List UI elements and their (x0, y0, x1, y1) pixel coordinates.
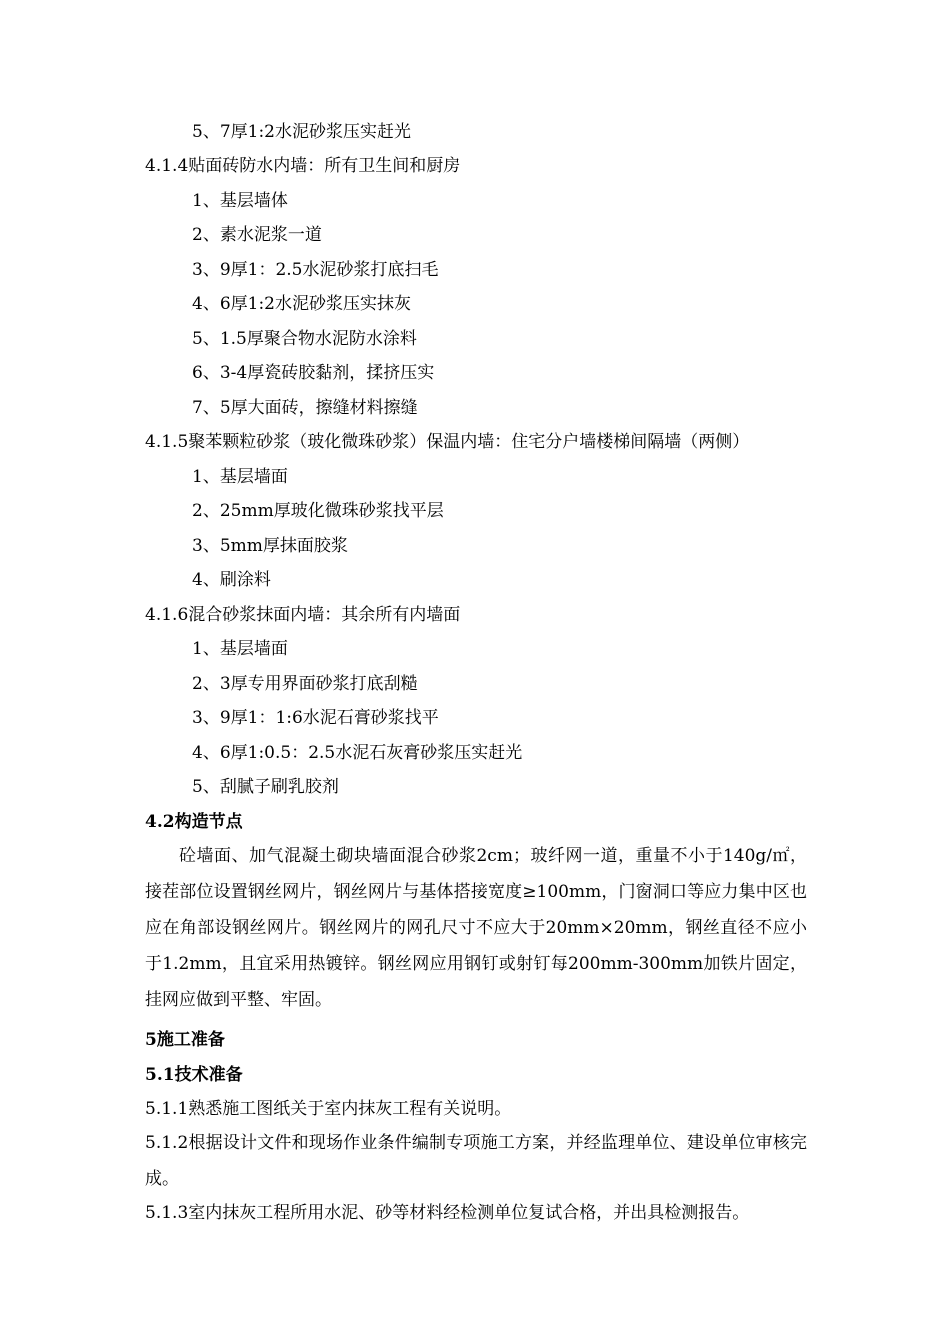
paragraph-5-1-1: 5.1.1熟悉施工图纸关于室内抹灰工程有关说明。 (145, 1099, 512, 1119)
list-item: 3、5mm厚抹面胶浆 (192, 536, 348, 556)
section-heading-4-2: 4.2构造节点 (145, 812, 243, 832)
list-item: 1、基层墙体 (192, 191, 288, 211)
list-item: 1、基层墙面 (192, 639, 288, 659)
section-heading-5-1: 5.1技术准备 (145, 1065, 243, 1085)
paragraph-5-1-3: 5.1.3室内抹灰工程所用水泥、砂等材料经检测单位复试合格，并出具检测报告。 (145, 1203, 750, 1223)
list-item: 3、9厚1：1:6水泥石膏砂浆找平 (192, 708, 439, 728)
list-item: 4、6厚1:2水泥砂浆压实抹灰 (192, 294, 411, 314)
list-item: 5、7厚1:2水泥砂浆压实赶光 (192, 122, 411, 142)
list-item: 4、刷涂料 (192, 570, 271, 590)
list-item: 3、9厚1：2.5水泥砂浆打底扫毛 (192, 260, 439, 280)
list-item: 7、5厚大面砖，擦缝材料擦缝 (192, 398, 418, 418)
list-item: 4、6厚1:0.5：2.5水泥石灰膏砂浆压实赶光 (192, 743, 523, 763)
list-item: 2、素水泥浆一道 (192, 225, 322, 245)
list-item: 6、3-4厚瓷砖胶黏剂，揉挤压实 (192, 363, 435, 383)
list-item: 1、基层墙面 (192, 467, 288, 487)
list-item: 5、1.5厚聚合物水泥防水涂料 (192, 329, 417, 349)
section-heading-4-1-6: 4.1.6混合砂浆抹面内墙：其余所有内墙面 (145, 605, 461, 625)
construction-node-paragraph: 砼墙面、加气混凝土砌块墙面混合砂浆2cm；玻纤网一道，重量不小于140g/㎡，接茬部位设置钢丝网片，钢丝网片与基体搭接宽度≥100mm，门窗洞口等应力集中区也应在角部设钢丝网片。钢丝网片的网孔尺寸不应大于20mm×20mm，钢丝直径不应小于1.2mm，且宜采用热镀锌。钢丝网应用钢钉或射钉每200mm-300mm加铁片固定，挂网应做到平整、牢固。 (145, 846, 807, 1010)
list-item: 2、3厚专用界面砂浆打底刮糙 (192, 674, 418, 694)
section-heading-4-1-5: 4.1.5聚苯颗粒砂浆（玻化微珠砂浆）保温内墙：住宅分户墙楼梯间隔墙（两侧） (145, 432, 750, 452)
list-item: 5、刮腻子刷乳胶剂 (192, 777, 339, 797)
list-item: 2、25mm厚玻化微珠砂浆找平层 (192, 501, 444, 521)
paragraph-5-1-2: 5.1.2根据设计文件和现场作业条件编制专项施工方案，并经监理单位、建设单位审核完成。 (145, 1133, 807, 1189)
section-heading-5: 5施工准备 (145, 1030, 225, 1050)
section-heading-4-1-4: 4.1.4贴面砖防水内墙：所有卫生间和厨房 (145, 156, 461, 176)
